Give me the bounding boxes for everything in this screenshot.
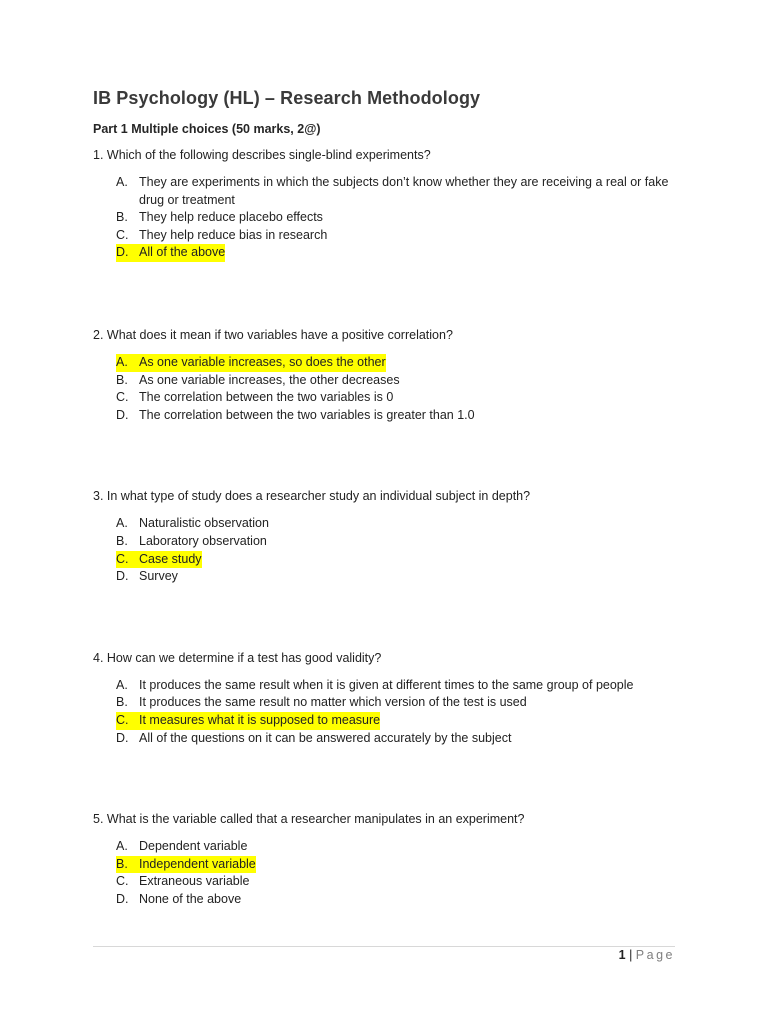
answer-option bbox=[116, 694, 675, 712]
option-text: None of the above bbox=[139, 891, 242, 906]
question-text: 5. What is the variable called that a researcher manipulates in an experiment? bbox=[93, 812, 525, 827]
option-text: They help reduce placebo effects bbox=[139, 210, 323, 225]
option-text: All of the above bbox=[139, 244, 225, 262]
option-text: Laboratory observation bbox=[139, 533, 267, 548]
question-list bbox=[93, 147, 675, 908]
option-text: The correlation between the two variables is greater than 1.0 bbox=[139, 407, 475, 422]
option-letter: A. bbox=[116, 175, 128, 189]
option-text: As one variable increases, the other decreases bbox=[139, 372, 400, 387]
answer-option bbox=[116, 568, 675, 586]
option-letter: B. bbox=[116, 210, 128, 225]
option-letter: D. bbox=[116, 730, 129, 745]
question-spacer bbox=[93, 262, 675, 327]
footer-divider bbox=[93, 946, 675, 947]
option-text: All of the questions on it can be answered accurately by the subject bbox=[139, 730, 512, 745]
page-footer bbox=[619, 948, 675, 962]
option-letter: A. bbox=[116, 354, 139, 372]
answer-option bbox=[116, 856, 675, 874]
answer-option bbox=[116, 838, 675, 856]
question-spacer bbox=[93, 586, 675, 650]
option-list bbox=[93, 677, 675, 747]
page-number: 1 bbox=[618, 948, 626, 962]
answer-option bbox=[116, 533, 675, 551]
option-letter: D. bbox=[116, 891, 129, 906]
answer-option bbox=[116, 891, 675, 909]
option-letter: C. bbox=[116, 874, 129, 889]
option-text: Survey bbox=[139, 569, 178, 584]
option-text: Extraneous variable bbox=[139, 874, 250, 889]
answer-option bbox=[116, 372, 675, 390]
answer-option bbox=[116, 389, 675, 407]
option-letter: D. bbox=[116, 569, 129, 584]
option-letter: D. bbox=[116, 407, 129, 422]
highlighted-answer bbox=[116, 244, 225, 262]
option-letter: B. bbox=[116, 533, 128, 548]
answer-option bbox=[116, 677, 675, 695]
question-text: 4. How can we determine if a test has good validity? bbox=[93, 650, 382, 665]
option-letter: C. bbox=[116, 712, 139, 730]
option-letter: C. bbox=[116, 227, 129, 242]
option-text: Naturalistic observation bbox=[139, 516, 269, 531]
option-text: It measures what it is supposed to measure bbox=[139, 712, 380, 730]
option-text: The correlation between the two variables is 0 bbox=[139, 390, 394, 405]
answer-option bbox=[116, 515, 675, 533]
answer-option bbox=[116, 873, 675, 891]
option-letter: C. bbox=[116, 551, 139, 569]
option-text: They help reduce bias in research bbox=[139, 227, 328, 242]
option-text: As one variable increases, so does the other bbox=[139, 354, 386, 372]
answer-option bbox=[116, 244, 675, 262]
question-2 bbox=[93, 327, 675, 424]
question-text: 1. Which of the following describes single-blind experiments? bbox=[93, 148, 431, 162]
option-letter: B. bbox=[116, 372, 128, 387]
answer-option bbox=[116, 407, 675, 425]
answer-option bbox=[116, 174, 675, 209]
answer-option bbox=[116, 227, 675, 245]
option-letter: A. bbox=[116, 839, 128, 854]
question-1 bbox=[93, 147, 675, 262]
option-list bbox=[93, 838, 675, 908]
option-letter: A. bbox=[116, 516, 128, 531]
highlighted-answer bbox=[116, 551, 202, 569]
option-letter: A. bbox=[116, 677, 128, 692]
option-text: Case study bbox=[139, 551, 202, 569]
answer-option bbox=[116, 730, 675, 748]
option-text: Dependent variable bbox=[139, 839, 248, 854]
option-text: Independent variable bbox=[139, 856, 256, 874]
answer-option bbox=[116, 354, 675, 372]
option-text: It produces the same result when it is given at different times to the same group of people bbox=[139, 677, 634, 692]
option-list bbox=[93, 515, 675, 585]
option-text: It produces the same result no matter which version of the test is used bbox=[139, 695, 527, 710]
option-letter: B. bbox=[116, 856, 139, 874]
question-4 bbox=[93, 650, 675, 747]
option-letter: C. bbox=[116, 390, 129, 405]
answer-option bbox=[116, 551, 675, 569]
highlighted-answer bbox=[116, 354, 386, 372]
option-letter: D. bbox=[116, 244, 139, 262]
question-spacer bbox=[93, 424, 675, 488]
page-label: Page bbox=[635, 948, 675, 962]
option-list bbox=[93, 354, 675, 424]
option-list bbox=[93, 174, 675, 262]
document-page bbox=[93, 88, 675, 908]
question-spacer bbox=[93, 747, 675, 811]
question-text: 3. In what type of study does a researcher study an individual subject in depth? bbox=[93, 489, 531, 504]
question-5 bbox=[93, 811, 675, 908]
highlighted-answer bbox=[116, 712, 380, 730]
highlighted-answer bbox=[116, 856, 256, 874]
option-text: They are experiments in which the subjects don’t know whether they are receiving a real or fake drug or treatment bbox=[139, 175, 669, 207]
answer-option bbox=[116, 209, 675, 227]
question-text: 2. What does it mean if two variables have a positive correlation? bbox=[93, 327, 453, 342]
section-title: Part 1 Multiple choices (50 marks, 2@) bbox=[93, 122, 321, 136]
page-separator: | bbox=[629, 948, 633, 962]
answer-option bbox=[116, 712, 675, 730]
document-title: IB Psychology (HL) – Research Methodology bbox=[93, 88, 481, 108]
question-3 bbox=[93, 488, 675, 585]
option-letter: B. bbox=[116, 695, 128, 710]
